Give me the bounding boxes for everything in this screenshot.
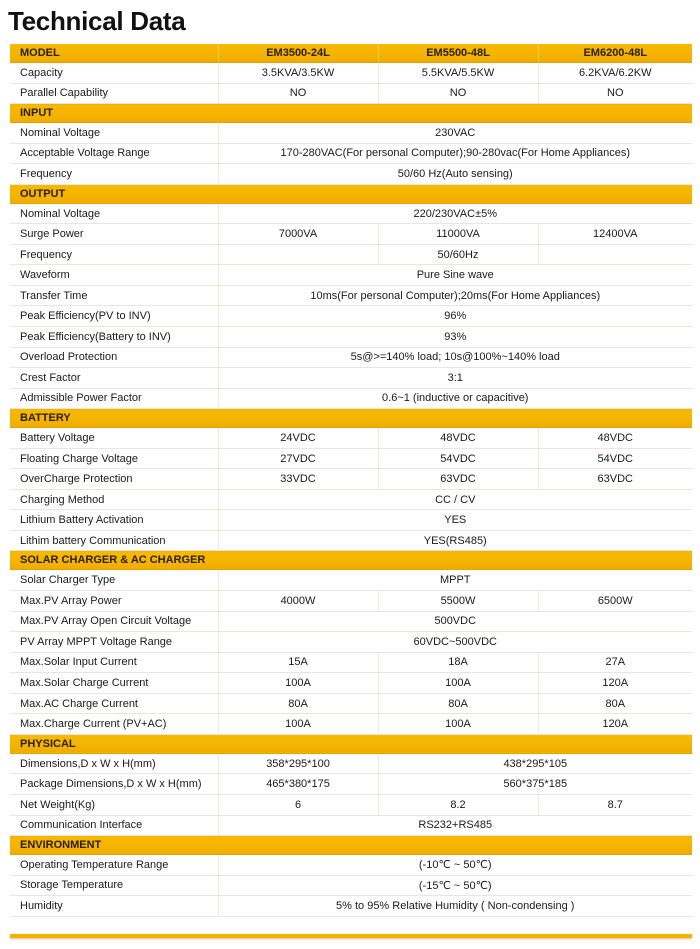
row-value: 33VDC (218, 469, 378, 490)
row-value: 48VDC (538, 428, 692, 449)
row-value: 27VDC (218, 448, 378, 469)
section-header-input (10, 104, 692, 123)
table-row (10, 306, 692, 327)
table-row (10, 815, 692, 836)
row-value: 438*295*105 (378, 753, 692, 774)
row-value: (-15℃ ~ 50℃) (218, 875, 692, 896)
row-label: Parallel Capability (10, 83, 218, 104)
row-value: 12400VA (538, 224, 692, 245)
row-label: Max.PV Array Power (10, 591, 218, 612)
row-value: (-10℃ ~ 50℃) (218, 855, 692, 876)
table-row (10, 714, 692, 735)
row-label: Admissible Power Factor (10, 388, 218, 409)
row-value: MPPT (218, 570, 692, 591)
row-value: 3:1 (218, 368, 692, 389)
row-label: Lithim battery Communication (10, 530, 218, 551)
row-label: Storage Temperature (10, 875, 218, 896)
row-value: 0.6~1 (inductive or capacitive) (218, 388, 692, 409)
row-value: 80A (218, 693, 378, 714)
table-row (10, 652, 692, 673)
row-value: 120A (538, 673, 692, 694)
row-value: 100A (378, 714, 538, 735)
row-value: 120A (538, 714, 692, 735)
row-value: 170-280VAC(For personal Computer);90-280vac(For Home Appliances) (218, 143, 692, 164)
row-value: 6 (218, 794, 378, 815)
row-value: 8.7 (538, 794, 692, 815)
row-value: 93% (218, 327, 692, 348)
row-label: Frequency (10, 164, 218, 185)
row-label: Package Dimensions,D x W x H(mm) (10, 774, 218, 795)
row-label: Floating Charge Voltage (10, 448, 218, 469)
row-label: Frequency (10, 244, 218, 265)
table-row (10, 855, 692, 876)
table-row (10, 347, 692, 368)
row-value: 50/60 Hz(Auto sensing) (218, 164, 692, 185)
table-row (10, 143, 692, 164)
row-value: 63VDC (378, 469, 538, 490)
row-label: Max.AC Charge Current (10, 693, 218, 714)
section-header-solar (10, 551, 692, 570)
row-label: Dimensions,D x W x H(mm) (10, 753, 218, 774)
section-title: SOLAR CHARGER & AC CHARGER (10, 551, 692, 570)
table-row (10, 83, 692, 104)
row-value: Pure Sine wave (218, 265, 692, 286)
row-value: 54VDC (378, 448, 538, 469)
table-row (10, 489, 692, 510)
row-label: Peak Efficiency(Battery to INV) (10, 327, 218, 348)
table-row (10, 774, 692, 795)
row-label: Waveform (10, 265, 218, 286)
table-row (10, 632, 692, 653)
row-value: 560*375*185 (378, 774, 692, 795)
section-header-output (10, 184, 692, 203)
section-title: ENVIRONMENT (10, 836, 692, 855)
row-label: Humidity (10, 896, 218, 917)
table-row (10, 673, 692, 694)
table-row (10, 388, 692, 409)
row-label: Lithium Battery Activation (10, 510, 218, 531)
row-value: CC / CV (218, 489, 692, 510)
row-value: 80A (378, 693, 538, 714)
row-value (218, 244, 378, 265)
row-value: 4000W (218, 591, 378, 612)
row-value: 358*295*100 (218, 753, 378, 774)
table-row (10, 265, 692, 286)
row-label: Communication Interface (10, 815, 218, 836)
row-label: Nominal Voltage (10, 203, 218, 224)
model-name: EM3500-24L (218, 44, 378, 63)
model-label: MODEL (10, 44, 218, 63)
row-value: 465*380*175 (218, 774, 378, 795)
row-label: Operating Temperature Range (10, 855, 218, 876)
table-row (10, 203, 692, 224)
section-title: INPUT (10, 104, 692, 123)
row-value: 54VDC (538, 448, 692, 469)
table-row (10, 570, 692, 591)
section-header-environment (10, 836, 692, 855)
row-value: 10ms(For personal Computer);20ms(For Home Appliances) (218, 285, 692, 306)
table-row (10, 896, 692, 917)
row-value: YES(RS485) (218, 530, 692, 551)
row-value: YES (218, 510, 692, 531)
row-value: 63VDC (538, 469, 692, 490)
table-row (10, 244, 692, 265)
row-value: 27A (538, 652, 692, 673)
table-row (10, 875, 692, 896)
row-value: 60VDC~500VDC (218, 632, 692, 653)
row-value: 24VDC (218, 428, 378, 449)
row-value: 5.5KVA/5.5KW (378, 63, 538, 84)
row-value: NO (378, 83, 538, 104)
row-label: Transfer Time (10, 285, 218, 306)
table-row (10, 224, 692, 245)
section-title: OUTPUT (10, 184, 692, 203)
table-row (10, 693, 692, 714)
row-label: Surge Power (10, 224, 218, 245)
table-row (10, 510, 692, 531)
row-value: 220/230VAC±5% (218, 203, 692, 224)
table-row (10, 753, 692, 774)
table-row (10, 530, 692, 551)
row-label: Battery Voltage (10, 428, 218, 449)
table-row (10, 469, 692, 490)
row-value: 100A (218, 714, 378, 735)
row-label: Peak Efficiency(PV to INV) (10, 306, 218, 327)
section-header-physical (10, 734, 692, 753)
row-value: 80A (538, 693, 692, 714)
row-value: 8.2 (378, 794, 538, 815)
row-value: 5s@>=140% load; 10s@100%~140% load (218, 347, 692, 368)
row-label: Max.Charge Current (PV+AC) (10, 714, 218, 735)
row-value: 6.2KVA/6.2KW (538, 63, 692, 84)
row-label: Max.Solar Input Current (10, 652, 218, 673)
table-row (10, 448, 692, 469)
row-value (538, 244, 692, 265)
row-value: 3.5KVA/3.5KW (218, 63, 378, 84)
section-header-battery (10, 409, 692, 428)
table-row (10, 164, 692, 185)
section-title: BATTERY (10, 409, 692, 428)
row-value: NO (538, 83, 692, 104)
row-label: OverCharge Protection (10, 469, 218, 490)
model-name: EM5500-48L (378, 44, 538, 63)
table-row (10, 611, 692, 632)
row-value: 5500W (378, 591, 538, 612)
row-value: 48VDC (378, 428, 538, 449)
row-value: 230VAC (218, 123, 692, 144)
row-value: 96% (218, 306, 692, 327)
bottom-accent-bar (10, 934, 692, 938)
technical-data-table (10, 44, 692, 917)
table-row (10, 327, 692, 348)
row-label: Capacity (10, 63, 218, 84)
row-value: 500VDC (218, 611, 692, 632)
table-row (10, 123, 692, 144)
row-value: RS232+RS485 (218, 815, 692, 836)
row-value: 18A (378, 652, 538, 673)
row-value: 100A (218, 673, 378, 694)
table-row (10, 63, 692, 84)
table-row (10, 428, 692, 449)
row-label: Crest Factor (10, 368, 218, 389)
row-label: Acceptable Voltage Range (10, 143, 218, 164)
table-row (10, 591, 692, 612)
row-label: PV Array MPPT Voltage Range (10, 632, 218, 653)
table-row (10, 794, 692, 815)
table-row (10, 368, 692, 389)
row-label: Solar Charger Type (10, 570, 218, 591)
row-value: 15A (218, 652, 378, 673)
row-label: Max.PV Array Open Circuit Voltage (10, 611, 218, 632)
row-label: Charging Method (10, 489, 218, 510)
row-value: 100A (378, 673, 538, 694)
row-value: NO (218, 83, 378, 104)
row-value: 50/60Hz (378, 244, 538, 265)
row-label: Net Weight(Kg) (10, 794, 218, 815)
row-value: 6500W (538, 591, 692, 612)
section-title: PHYSICAL (10, 734, 692, 753)
table-row (10, 285, 692, 306)
row-label: Max.Solar Charge Current (10, 673, 218, 694)
row-label: Overload Protection (10, 347, 218, 368)
page-title: Technical Data (8, 6, 186, 36)
row-label: Nominal Voltage (10, 123, 218, 144)
row-value: 7000VA (218, 224, 378, 245)
row-value: 11000VA (378, 224, 538, 245)
model-header-row (10, 44, 692, 63)
model-name: EM6200-48L (538, 44, 692, 63)
row-value: 5% to 95% Relative Humidity ( Non-condensing ) (218, 896, 692, 917)
